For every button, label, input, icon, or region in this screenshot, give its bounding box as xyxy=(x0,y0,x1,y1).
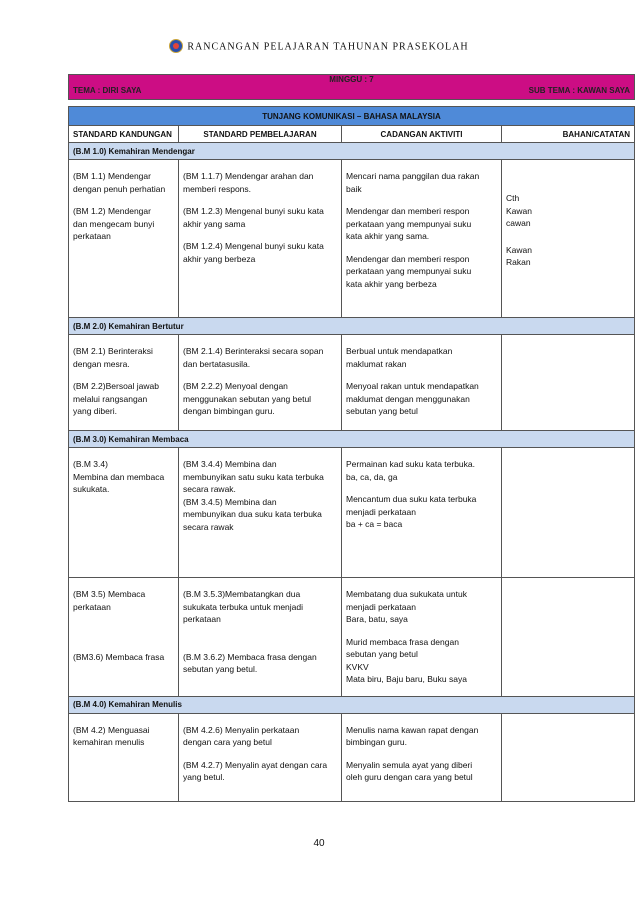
sp-text: (BM 4.2.7) Menyalin ayat dengan cara yang betul. xyxy=(183,759,328,782)
section-title: (B.M 4.0) Kemahiran Menulis xyxy=(69,696,635,713)
ministry-logo-icon xyxy=(169,39,183,53)
lesson-plan-table xyxy=(68,74,635,802)
sp-text: (BM 2.1.4) Berinteraksi secara sopan dan bertatasusila. xyxy=(183,346,324,369)
activity-text: Mendengar dan memberi respon perkataan yang mempunyai suku kata akhir yang berbeza xyxy=(346,253,472,289)
sk-text: (BM 2.1) Berinteraksi dengan mesra. xyxy=(73,346,153,369)
page-number: 40 xyxy=(313,838,325,849)
table-row xyxy=(69,335,635,431)
subtheme-label: SUB TEMA : KAWAN SAYA xyxy=(528,86,631,95)
activity-text: Permainan kad suku kata terbuka. ba, ca, da, ga xyxy=(346,459,475,482)
table-row xyxy=(69,578,635,697)
activity-text: Membatang dua sukukata untuk menjadi perkataan Bara, batu, saya xyxy=(346,589,467,624)
section-title: (B.M 3.0) Kemahiran Membaca xyxy=(69,431,635,448)
note-text: Cth Kawan cawan xyxy=(506,193,532,228)
sp-text: (BM 1.2.3) Mengenal bunyi suku kata akhir yang sama xyxy=(183,206,324,229)
sp-text: (BM 4.2.6) Menyalin perkataan dengan cara yang betul xyxy=(183,724,300,747)
domain-banner xyxy=(69,107,635,126)
column-header-row xyxy=(69,126,635,143)
activity-text: Berbual untuk mendapatkan maklumat rakan xyxy=(346,346,453,369)
header-title: RANCANGAN PELAJARAN TAHUNAN PRASEKOLAH xyxy=(187,41,469,53)
week-label: MINGGU : 7 xyxy=(329,75,374,84)
table-row xyxy=(69,713,635,801)
sk-text: (BM 3.5) Membaca perkataan xyxy=(73,589,146,612)
tunjang-label: TUNJANG KOMUNIKASI – BAHASA MALAYSIA xyxy=(69,107,635,126)
col-standard-kandungan: STANDARD KANDUNGAN xyxy=(69,126,179,143)
col-bahan-catatan: BAHAN/CATATAN xyxy=(502,126,635,143)
week-banner xyxy=(69,75,635,100)
sp-text: (BM 1.1.7) Mendengar arahan dan memberi respons. xyxy=(183,171,314,194)
sk-text: (BM 2.2)Bersoal jawab melalui rangsangan yang diberi. xyxy=(73,381,159,416)
activity-text: Menyalin semula ayat yang diberi oleh guru dengan cara yang betul xyxy=(346,759,473,782)
theme-label: TEMA : DIRI SAYA xyxy=(73,86,142,95)
sk-text: (BM3.6) Membaca frasa xyxy=(73,651,165,662)
sp-text: (BM 2.2.2) Menyoal dengan menggunakan sebutan yang betul dengan bimbingan guru. xyxy=(183,381,312,416)
note-text: Kawan Rakan xyxy=(506,244,532,267)
activity-text: Mencantum dua suku kata terbuka menjadi perkataan ba + ca = baca xyxy=(346,494,477,529)
activity-text: Mencari nama panggilan dua rakan baik xyxy=(346,171,480,194)
table-row xyxy=(69,160,635,318)
sp-text: (BM 1.2.4) Mengenal bunyi suku kata akhir yang berbeza xyxy=(183,241,324,264)
activity-text: Murid membaca frasa dengan sebutan yang betul KVKV Mata biru, Baju baru, Buku saya xyxy=(346,636,467,684)
col-cadangan-aktiviti: CADANGAN AKTIVITI xyxy=(342,126,502,143)
sp-text: (B.M 3.5.3)Membatangkan dua sukukata terbuka untuk menjadi perkataan xyxy=(183,589,304,624)
activity-text: Menyoal rakan untuk mendapatkan maklumat dengan menggunakan sebutan yang betul xyxy=(346,381,479,416)
col-standard-pembelajaran: STANDARD PEMBELAJARAN xyxy=(179,126,342,143)
section-title: (B.M 2.0) Kemahiran Bertutur xyxy=(69,318,635,335)
activity-text: Menulis nama kawan rapat dengan bimbingan guru. xyxy=(346,724,479,747)
sp-text: (BM 3.4.4) Membina dan membunyikan satu suku kata terbuka secara rawak. (BM 3.4.5) Membina dan membunyikan dua suku kata terbuka secara rawak xyxy=(183,459,324,532)
section-title: (B.M 1.0) Kemahiran Mendengar xyxy=(69,143,635,160)
activity-text: Mendengar dan memberi respon perkataan yang mempunyai suku kata akhir yang sama. xyxy=(346,206,472,241)
document-header xyxy=(0,40,638,54)
sk-text: (BM 1.2) Mendengar dan mengecam bunyi perkataan xyxy=(73,206,155,241)
sk-text: (BM 4.2) Menguasai kemahiran menulis xyxy=(73,724,150,747)
sp-text: (B.M 3.6.2) Membaca frasa dengan sebutan yang betul. xyxy=(183,651,317,674)
sk-text: (BM 1.1) Mendengar dengan penuh perhatian xyxy=(73,171,166,194)
table-row xyxy=(69,448,635,578)
sk-text: (B.M 3.4) Membina dan membaca sukukata. xyxy=(73,459,165,494)
